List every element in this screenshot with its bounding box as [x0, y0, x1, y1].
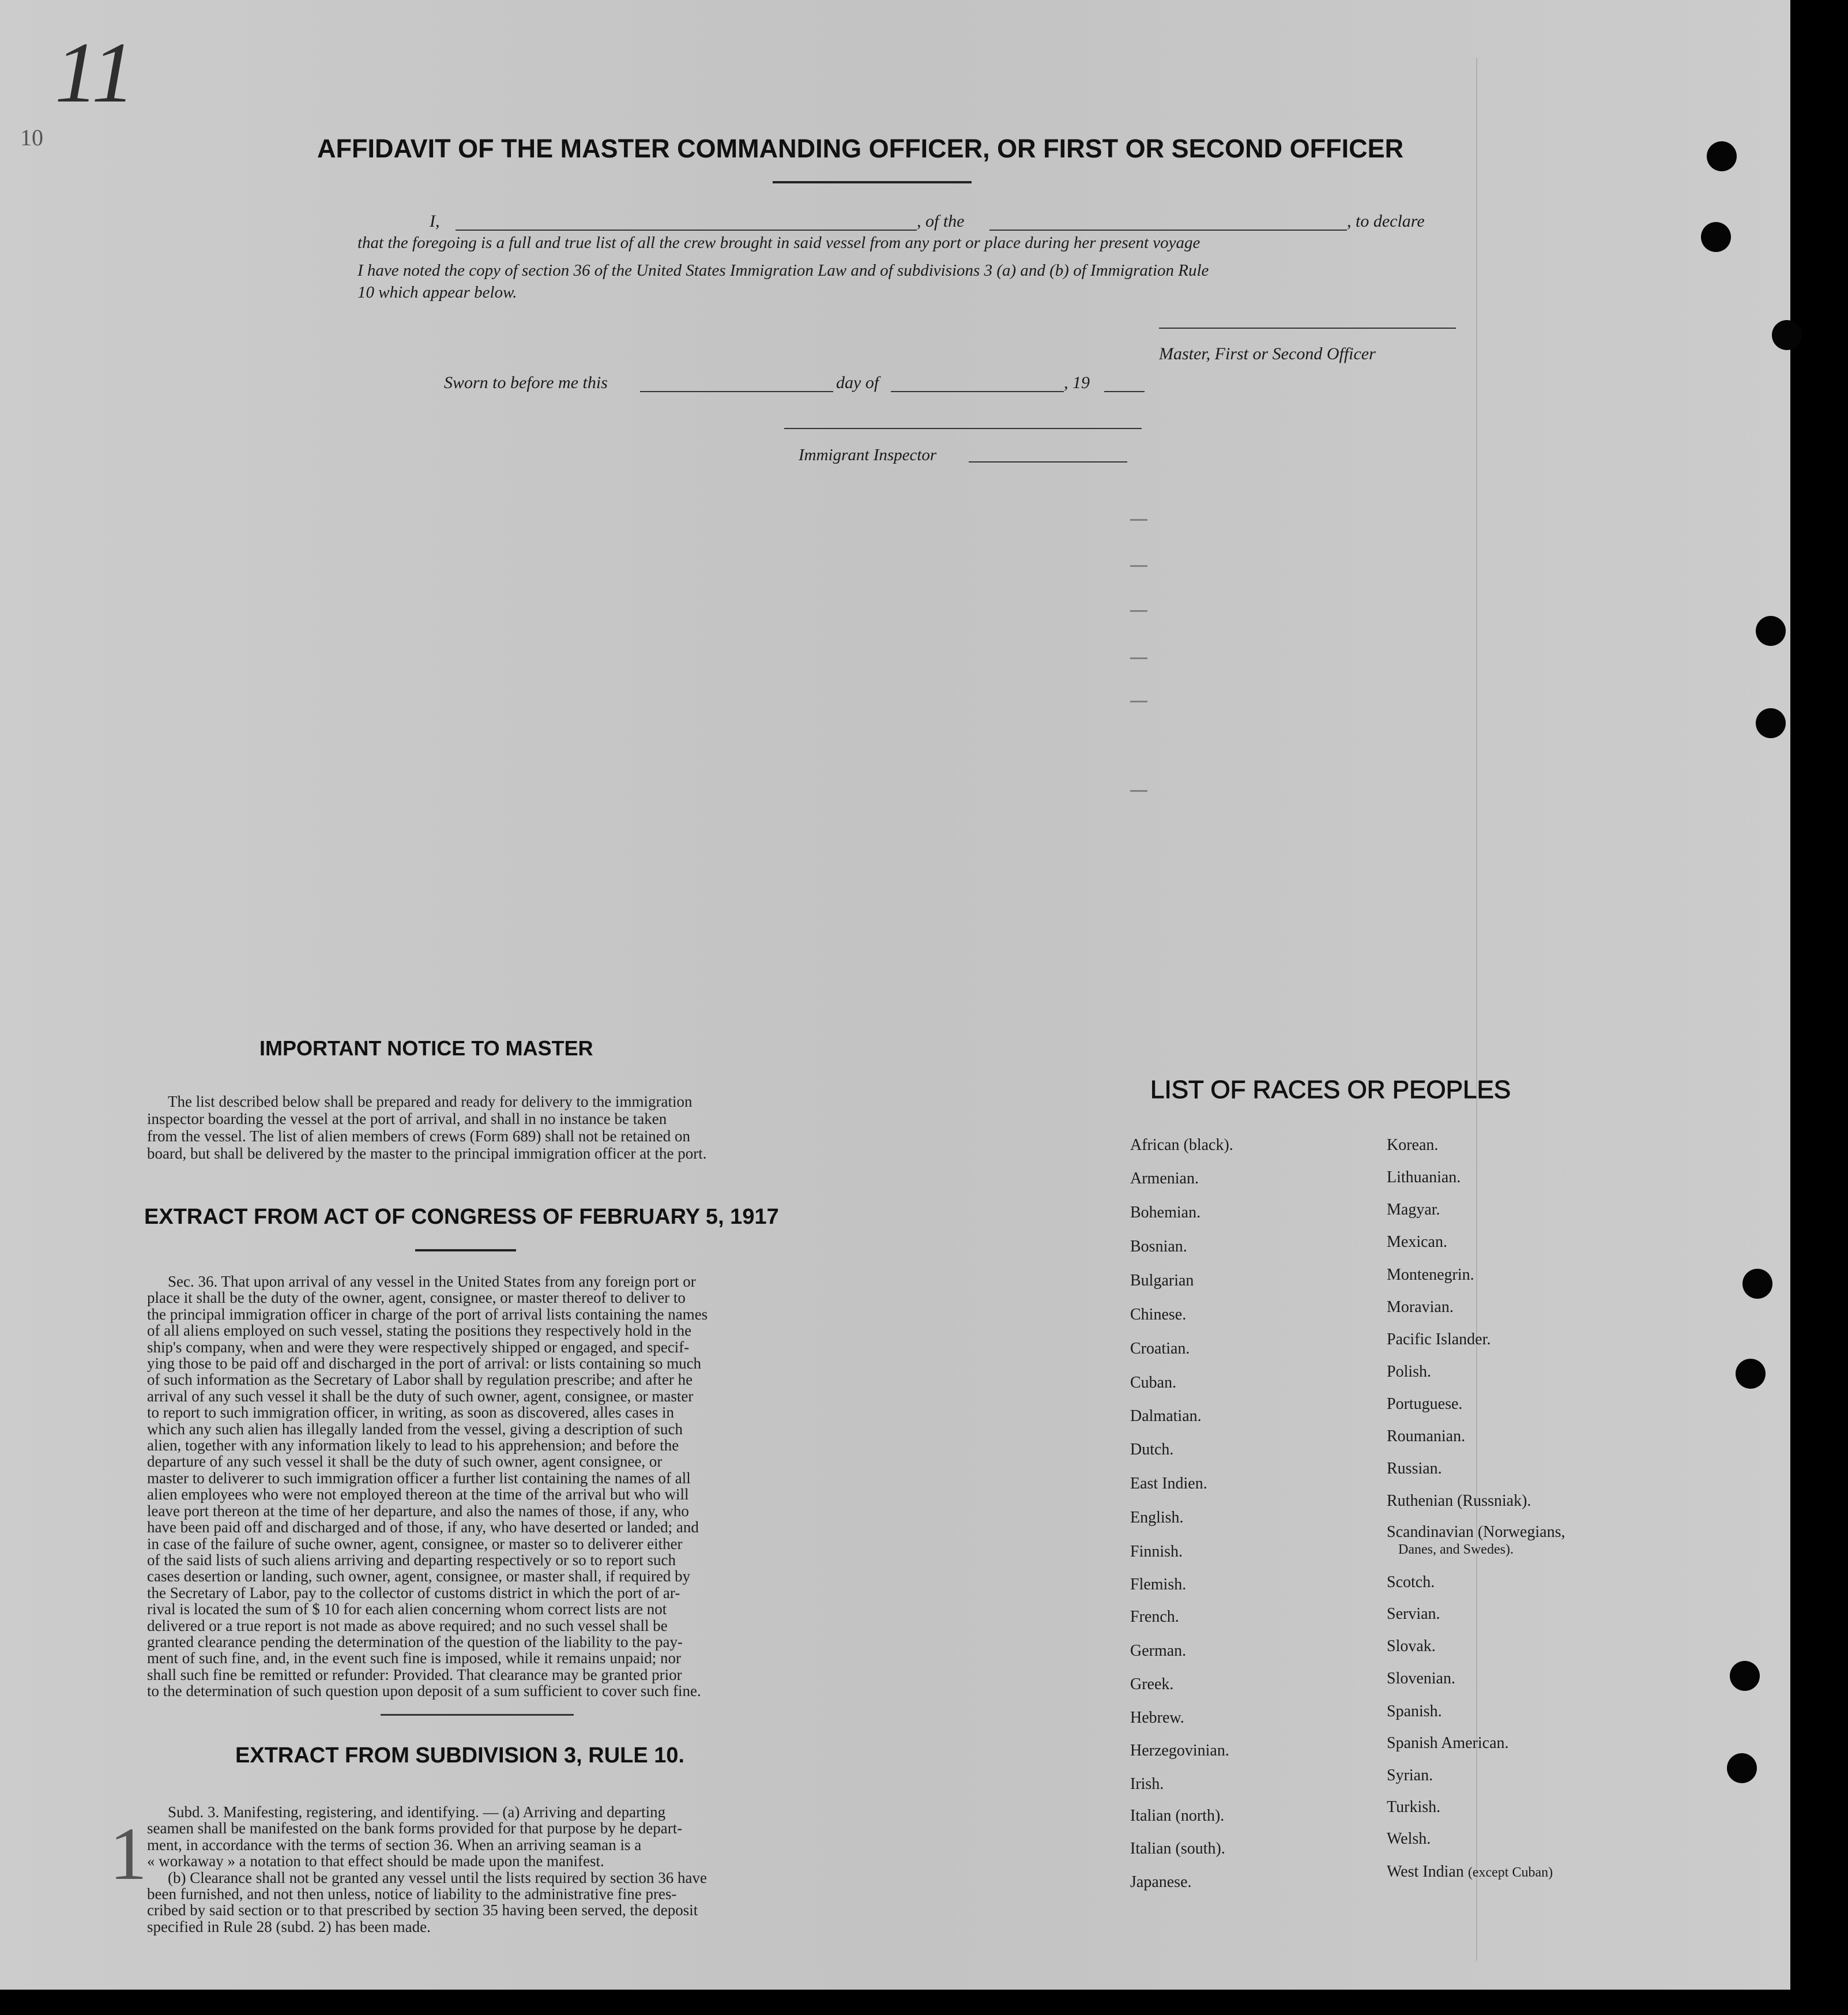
act-line: to report to such immigration officer, in writing, as soon as discovered, alles cases in — [147, 1404, 674, 1422]
race-item: Syrian. — [1387, 1766, 1433, 1784]
act-line: the Secretary of Labor, pay to the collector of customs district in which the port of ar- — [147, 1584, 680, 1602]
act-line: Sec. 36. That upon arrival of any vessel in the United States from any foreign port or — [168, 1273, 696, 1290]
race-item-scandinavian — [1387, 1524, 1565, 1558]
corner-mark-top-left: 11 — [55, 25, 135, 121]
act-line: alien, together with any information likely to lead to his apprehension; and before the — [147, 1437, 679, 1454]
act-line: delivered or a true report is not made as above required; and no such vessel shall be — [147, 1616, 668, 1634]
punch-hole — [1707, 141, 1737, 171]
race-item: Italian (north). — [1130, 1807, 1225, 1825]
sworn-year-blank — [1104, 391, 1145, 392]
punch-hole — [1701, 222, 1731, 252]
race-scandinavian-line-2: Danes, and Swedes). — [1398, 1542, 1514, 1557]
rule-line: « workaway » a notation to that effect should be made upon the manifest. — [147, 1852, 604, 1870]
affidavit-line-1: that the foregoing is a full and true list of all the crew brought in said vessel from any port or place during her present voyage — [357, 234, 1200, 252]
rule-extract-text — [147, 1804, 816, 1935]
bleed-mark — [1130, 519, 1147, 521]
rule-line: cribed by said section or to that prescribed by section 35 having been served, the deposit — [147, 1901, 698, 1919]
notice-title: IMPORTANT NOTICE TO MASTER — [259, 1036, 593, 1060]
affidavit-i-label: I, — [430, 212, 440, 231]
act-line: ment of such fine, and, in the event such fine is imposed, while it remains unpaid; nor — [147, 1649, 682, 1667]
act-line: arrival of any such vessel it shall be the duty of such owner, agent, consignee, or master — [147, 1387, 694, 1405]
race-item: Dalmatian. — [1130, 1407, 1202, 1425]
race-item: English. — [1130, 1509, 1184, 1527]
bleed-mark — [1130, 565, 1147, 567]
race-item: Bosnian. — [1130, 1238, 1187, 1255]
bleed-through-column — [1476, 58, 1766, 1961]
act-line: in case of the failure of suche owner, agent, consignee, or master so to deliverer either — [147, 1535, 683, 1552]
notice-line: board, but shall be delivered by the master to the principal immigration officer at the port. — [147, 1145, 707, 1162]
corner-mark-bottom-left: 1 — [110, 1813, 147, 1896]
affidavit-title: AFFIDAVIT OF THE MASTER COMMANDING OFFICER, OR FIRST OR SECOND OFFICER — [317, 134, 1404, 163]
act-line: have been paid off and discharged and of those, if any, who have deserted or landed; and — [147, 1518, 699, 1536]
race-item: Spanish. — [1387, 1702, 1442, 1720]
rule-line: (b) Clearance shall not be granted any vessel until the lists required by section 36 have — [168, 1869, 707, 1886]
rule-line: seamen shall be manifested on the bank forms provided for that purpose by he depart- — [147, 1819, 683, 1837]
race-item: Slovak. — [1387, 1637, 1436, 1655]
race-item: French. — [1130, 1608, 1179, 1626]
race-item: Magyar. — [1387, 1201, 1440, 1219]
act-line: departure of any such vessel it shall be the duty of such owner, agent consignee, or — [147, 1453, 663, 1471]
act-extract-rule — [415, 1249, 516, 1251]
race-item: Slovenian. — [1387, 1670, 1455, 1687]
race-west-indian: West Indian — [1387, 1863, 1464, 1881]
notice-line: The list described below shall be prepared and ready for delivery to the immigration — [168, 1093, 692, 1110]
affidavit-line-3: 10 which appear below. — [357, 283, 517, 302]
rule-line: ment, in accordance with the terms of section 36. When an arriving seaman is a — [147, 1836, 642, 1854]
act-line: place it shall be the duty of the owner, agent, consignee, or master thereof to deliver to — [147, 1289, 686, 1307]
master-signature-line — [1159, 328, 1456, 329]
act-line: alien employees who were not employed thereon at the time of the arrival but who will — [147, 1486, 689, 1503]
race-item: Servian. — [1387, 1605, 1440, 1623]
affidavit-line-2: I have noted the copy of section 36 of the United States Immigration Law and of subdivisions 3 (a) and (b) of Immigration Rule — [357, 261, 1209, 280]
sworn-day-blank — [640, 391, 833, 392]
punch-hole — [1756, 616, 1786, 646]
notice-line: inspector boarding the vessel at the port of arrival, and shall in no instance be taken — [147, 1110, 667, 1127]
act-extract-title: EXTRACT FROM ACT OF CONGRESS OF FEBRUARY 5, 1917 — [144, 1205, 779, 1229]
act-line: shall such fine be remitted or refunder: Provided. That clearance may be granted prior — [147, 1666, 682, 1683]
act-line: of such information as the Secretary of Labor shall by regulation prescribe; and after he — [147, 1371, 693, 1389]
race-item: Russian. — [1387, 1460, 1442, 1478]
punch-hole — [1736, 1359, 1766, 1389]
race-scandinavian-line-1: Scandinavian (Norwegians, — [1387, 1523, 1565, 1541]
act-line: granted clearance pending the determination of the question of the liability to the pay- — [147, 1633, 683, 1651]
affidavit-vessel-blank — [989, 230, 1347, 231]
race-item: Armenian. — [1130, 1170, 1199, 1187]
race-item: Greek. — [1130, 1675, 1174, 1693]
race-item: Japanese. — [1130, 1873, 1192, 1891]
race-item: Scotch. — [1387, 1573, 1435, 1591]
race-item: Montenegrin. — [1387, 1266, 1474, 1284]
act-line: of the said lists of such aliens arriving and departing respectively or so to report such — [147, 1551, 676, 1569]
rule-line: Subd. 3. Manifesting, registering, and identifying. — (a) Arriving and departing — [168, 1803, 666, 1821]
race-item: Croatian. — [1130, 1340, 1190, 1358]
act-line: cases desertion or landing, such owner, agent, consignee, or master shall, if required by — [147, 1567, 691, 1585]
race-item: Hebrew. — [1130, 1709, 1184, 1727]
race-item: Dutch. — [1130, 1441, 1174, 1458]
notice-line: from the vessel. The list of alien members of crews (Form 689) shall not be retained on — [147, 1127, 691, 1145]
bleed-mark — [1130, 790, 1147, 792]
race-item: Spanish American. — [1387, 1734, 1509, 1752]
race-item: Welsh. — [1387, 1830, 1431, 1848]
race-item: Ruthenian (Russniak). — [1387, 1492, 1531, 1510]
race-item: Portuguese. — [1387, 1395, 1463, 1413]
race-item: Italian (south). — [1130, 1840, 1225, 1858]
act-line: which any such alien has illegally landed from the vessel, giving a description of such — [147, 1420, 683, 1438]
rule-line: specified in Rule 28 (subd. 2) has been made. — [147, 1918, 431, 1935]
race-item: Cuban. — [1130, 1374, 1177, 1392]
race-item: Flemish. — [1130, 1576, 1187, 1593]
inspector-caption-underline — [969, 461, 1127, 463]
master-signature-caption: Master, First or Second Officer — [1159, 344, 1376, 363]
sworn-month-blank — [891, 391, 1064, 392]
corner-mark-top-left-small: 10 — [20, 125, 43, 151]
race-item: East Indien. — [1130, 1475, 1207, 1493]
affidavit-name-blank — [456, 230, 917, 231]
race-item: African (black). — [1130, 1136, 1233, 1154]
affidavit-title-rule — [773, 181, 972, 183]
sworn-year-label: , 19 — [1064, 373, 1090, 392]
race-west-indian-note: (except Cuban) — [1467, 1865, 1553, 1880]
act-end-rule — [381, 1714, 574, 1716]
races-title: LIST OF RACES OR PEOPLES — [1150, 1076, 1511, 1104]
act-line: leave port thereon at the time of her departure, and also the names of those, if any, who — [147, 1502, 689, 1520]
act-extract-text — [147, 1273, 816, 1700]
punch-hole — [1742, 1269, 1772, 1299]
punch-hole — [1730, 1661, 1760, 1691]
act-line: to the determination of such question upon deposit of a sum sufficient to cover such fine. — [147, 1682, 701, 1700]
punch-hole — [1756, 708, 1786, 738]
race-item: Bulgarian — [1130, 1272, 1194, 1290]
rule-extract-title: EXTRACT FROM SUBDIVISION 3, RULE 10. — [235, 1743, 685, 1768]
punch-hole — [1772, 320, 1802, 350]
race-item: Korean. — [1387, 1136, 1439, 1154]
inspector-signature-line — [784, 428, 1142, 429]
rule-line: been furnished, and not then unless, notice of liability to the administrative fine pres- — [147, 1885, 677, 1903]
bleed-mark — [1130, 701, 1147, 702]
race-item: Bohemian. — [1130, 1204, 1201, 1221]
race-item-west-indian — [1387, 1863, 1553, 1881]
sworn-label: Sworn to before me this — [444, 373, 608, 392]
act-line: ship's company, when and were they were respectively shipped or engaged, and specif- — [147, 1338, 690, 1356]
race-item: Finnish. — [1130, 1543, 1183, 1561]
bleed-mark — [1130, 657, 1147, 659]
act-line: the principal immigration officer in charge of the port of arrival lists containing the names — [147, 1305, 708, 1323]
bleed-mark — [1130, 610, 1147, 612]
race-item: Chinese. — [1130, 1306, 1187, 1324]
race-item: Pacific Islander. — [1387, 1330, 1491, 1348]
race-item: Irish. — [1130, 1775, 1164, 1793]
act-line: master to deliverer to such immigration officer a further list containing the names of all — [147, 1469, 691, 1487]
race-item: Moravian. — [1387, 1298, 1454, 1316]
punch-hole — [1727, 1753, 1757, 1783]
race-item: Turkish. — [1387, 1798, 1441, 1816]
act-line: rival is located the sum of $ 10 for each alien concerning whom correct lists are not — [147, 1600, 667, 1618]
notice-text — [147, 1093, 816, 1162]
race-item: Polish. — [1387, 1363, 1432, 1381]
sworn-day-of-label: day of — [836, 373, 879, 392]
race-item: Mexican. — [1387, 1233, 1447, 1251]
inspector-caption: Immigrant Inspector — [799, 446, 937, 464]
act-line: of all aliens employed on such vessel, stating the positions they respectively hold in the — [147, 1322, 692, 1340]
affidavit-of-the-label: , of the — [917, 212, 965, 231]
race-item: Lithuanian. — [1387, 1168, 1461, 1186]
race-item: Roumanian. — [1387, 1427, 1466, 1445]
affidavit-to-declare-label: , to declare — [1347, 212, 1425, 231]
act-line: ying those to be paid off and discharged in the port of arrival: or lists containing so much — [147, 1355, 702, 1373]
race-item: German. — [1130, 1642, 1187, 1660]
race-item: Herzegovinian. — [1130, 1742, 1229, 1760]
